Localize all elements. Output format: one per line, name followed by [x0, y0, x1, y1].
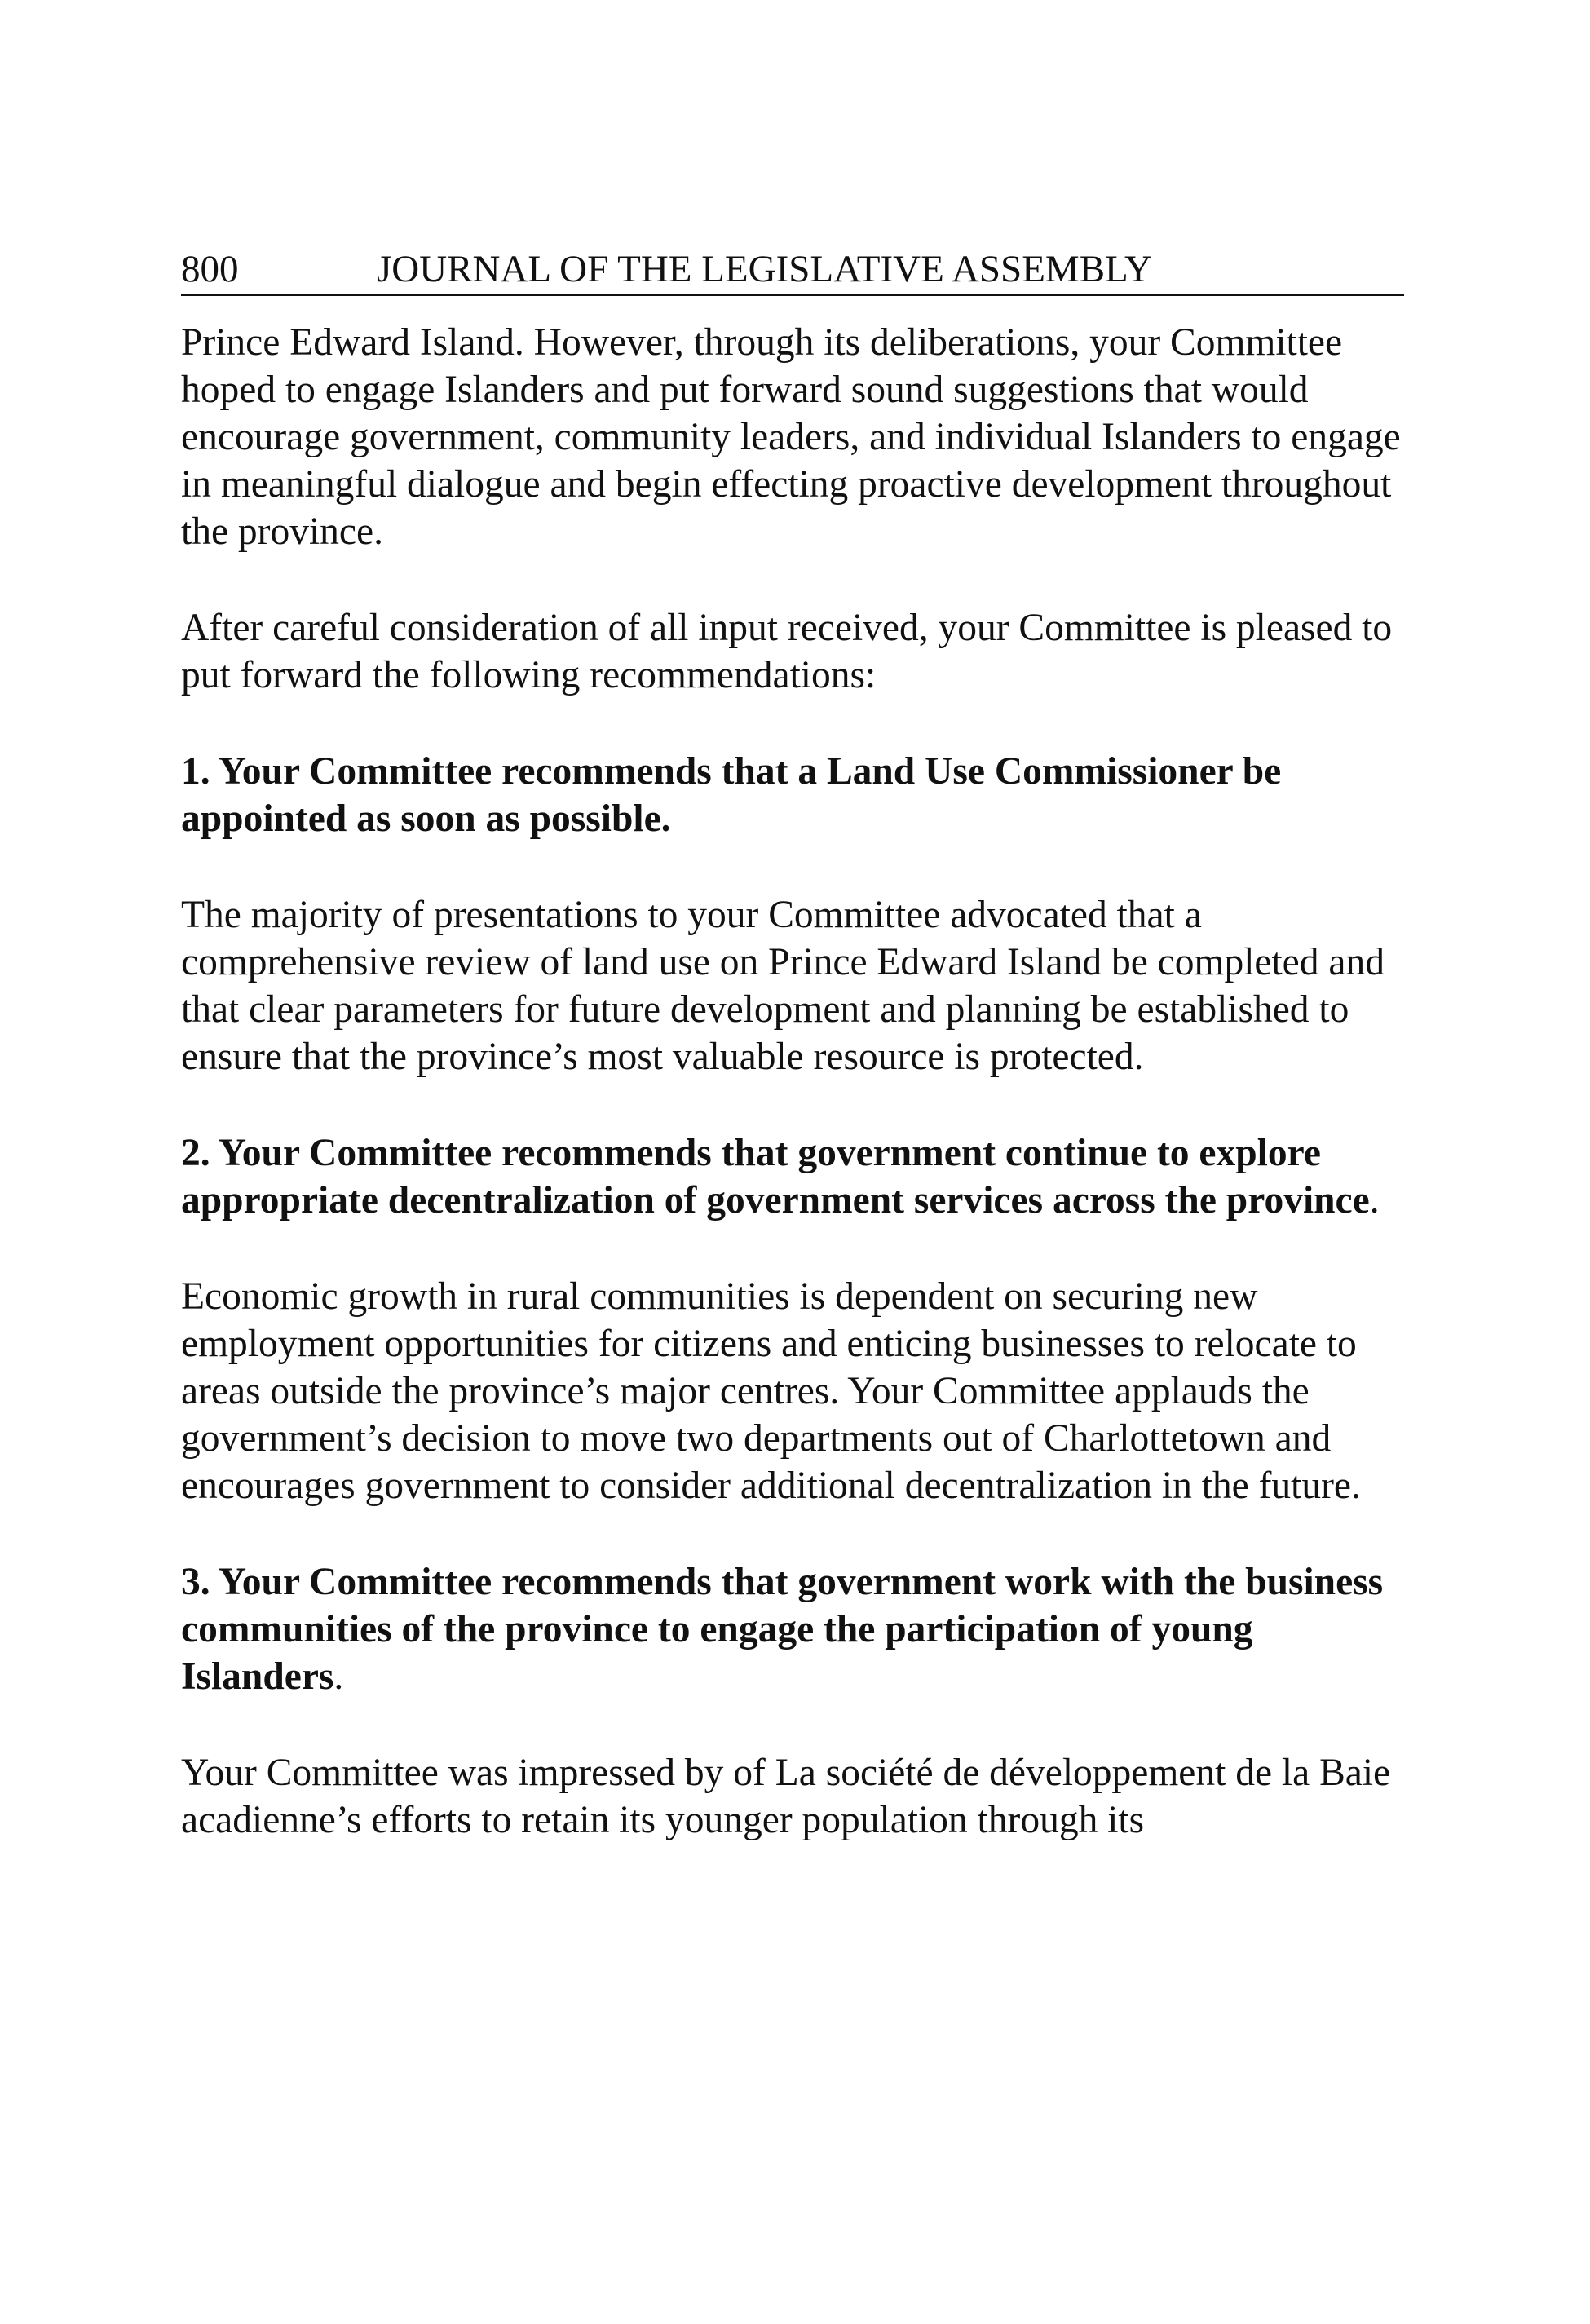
page-number: 800 — [181, 248, 239, 290]
document-page — [181, 245, 1404, 1844]
recommendation-2-period: . — [1369, 1179, 1380, 1222]
paragraph-economic-growth: Economic growth in rural communities is dependent on securing new employment opportunities for citizens and enticing businesses to relocate to areas outside the province’s major centres. Your Committee applauds the government’s decision to move two departments out of Charlottetown and encourages government to consider additional decentralization in the future. — [181, 1275, 1361, 1507]
paragraph-baie-acadienne: Your Committee was impressed by of La société de développement de la Baie acadienne’s efforts to retain its younger population through its — [181, 1752, 1391, 1841]
journal-title: JOURNAL OF THE LEGISLATIVE ASSEMBLY — [377, 248, 1152, 290]
running-header — [181, 245, 1404, 296]
paragraph-land-use: The majority of presentations to your Committee advocated that a comprehensive review of land use on Prince Edward Island be completed and that clear parameters for future development and planning be established to ensure that the province’s most valuable resource is protected. — [181, 894, 1385, 1078]
recommendation-3 — [181, 1558, 1404, 1700]
body-text — [181, 319, 1404, 1844]
recommendation-1-text: 1. Your Committee recommends that a Land Use Commissioner be appointed as soon as possible. — [181, 750, 1282, 840]
recommendation-2 — [181, 1129, 1404, 1224]
recommendation-2-text: 2. Your Committee recommends that government continue to explore appropriate decentralization of government services across the province — [181, 1132, 1370, 1222]
recommendation-3-text: 3. Your Committee recommends that government work with the business communities of the province to engage the participation of young Islanders — [181, 1561, 1384, 1698]
recommendation-3-period: . — [333, 1655, 344, 1698]
paragraph-intro: Prince Edward Island. However, through its deliberations, your Committee hoped to engage Islanders and put forward sound suggestions that would encourage government, community leaders, and individual Islanders to engage in meaningful dialogue and begin effecting proactive development throughout the province. — [181, 321, 1401, 553]
recommendation-1 — [181, 748, 1404, 842]
paragraph-consideration: After careful consideration of all input received, your Committee is pleased to put forward the following recommendations: — [181, 607, 1393, 696]
